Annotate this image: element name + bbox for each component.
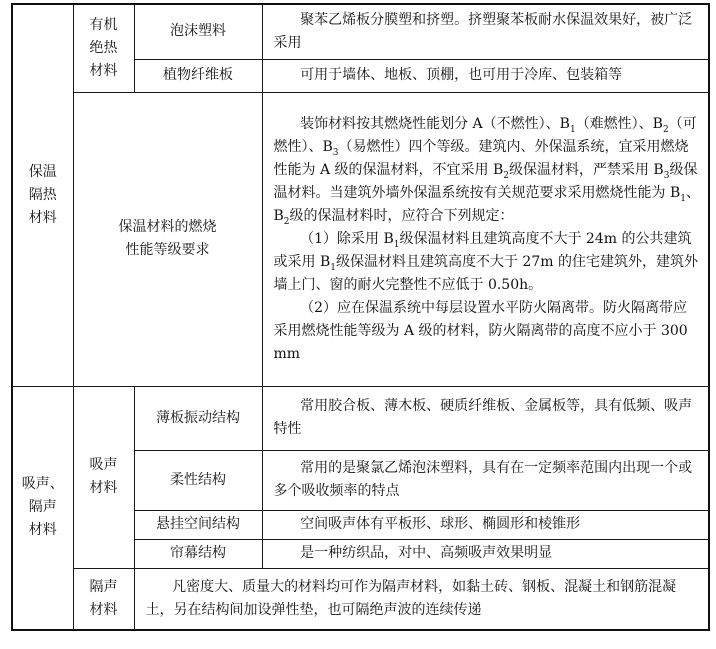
subscript: 1 xyxy=(330,262,336,273)
fire-rating-requirement-text xyxy=(262,92,709,386)
category-sound-absorption-insulation: 吸声、 隔声 材料 xyxy=(12,386,73,630)
text-run: 、B xyxy=(273,184,700,224)
subscript: 2 xyxy=(503,170,509,181)
material-description: 常用的是聚氯乙烯泡沫塑料，具有在一定频率范围内出现一个或多个吸收频率的特点 xyxy=(262,450,709,510)
subcategory-sound-absorbing: 吸声 材料 xyxy=(73,386,134,568)
subscript: 1 xyxy=(680,193,686,204)
text-run: 级保温材料。当建筑外墙外保温系统按有关规范要求采用燃烧性能为 B xyxy=(273,161,698,201)
material-description: 是一种纺织品，对中、高频吸声效果明显 xyxy=(262,539,709,568)
text-run: 级保温材料且建筑高度不大于 27m 的住宅建筑外，建筑外墙上门、窗的耐火完整性不应低于 0.50h。 xyxy=(273,253,698,293)
material-name: 植物纤维板 xyxy=(134,59,262,92)
table-row xyxy=(12,568,709,630)
material-description: 可用于墙体、地板、顶棚，也可用于冷库、包装箱等 xyxy=(262,59,709,92)
subscript: 1 xyxy=(569,124,576,135)
material-name: 柔性结构 xyxy=(134,450,262,510)
text-run: 装饰材料按其燃烧性能划分 A（不燃性）、B xyxy=(300,115,570,132)
fire-rating-paragraph-3: （2）应在保温系统中每层设置水平防火隔离带。防火隔离带应采用燃烧性能等级为 A 级的材料，防火隔离带的高度不应小于 300mm xyxy=(273,299,688,362)
category-thermal-insulation: 保温 隔热 材料 xyxy=(12,4,73,386)
subcategory-sound-insulating: 隔声 材料 xyxy=(73,568,134,630)
subscript: 2 xyxy=(662,124,669,135)
material-description: 常用胶合板、薄木板、硬质纤维板、金属板等，具有低频、吸声特性 xyxy=(262,386,709,450)
material-description: 凡密度大、质量大的材料均可作为隔声材料，如黏土砖、钢板、混凝土和钢筋混凝土，另在结构间加设弹性垫，也可隔绝声波的连续传递 xyxy=(134,568,709,630)
text-run: （1）除采用 B xyxy=(300,230,394,247)
materials-table xyxy=(11,3,710,631)
material-name: 帘幕结构 xyxy=(134,539,262,568)
text-run: （易燃性）四个等级。建筑内、外保温系统，宜采用燃烧性能为 A 级的保温材料，不宜采用 B xyxy=(273,138,689,178)
material-description: 空间吸声体有平板形、球形、椭圆形和棱锥形 xyxy=(262,510,709,539)
table-row xyxy=(12,386,709,450)
text-run: 级保温材料且建筑高度不大于 24m 的公共建筑或采用 B xyxy=(273,230,692,270)
subscript: 2 xyxy=(283,216,290,227)
material-name: 悬挂空间结构 xyxy=(134,510,262,539)
text-run: 级的保温材料时，应符合下列规定： xyxy=(289,207,514,224)
subscript: 1 xyxy=(393,239,400,250)
text-run: 级保温材料，严禁采用 B xyxy=(508,161,664,178)
subcategory-organic-insulation: 有机 绝热 材料 xyxy=(73,4,134,92)
material-description: 聚苯乙烯板分膜塑和挤塑。挤塑聚苯板耐水保温效果好，被广泛采用 xyxy=(262,4,709,59)
subscript: 3 xyxy=(332,147,339,158)
material-name: 薄板振动结构 xyxy=(134,386,262,450)
fire-rating-paragraph-2 xyxy=(274,228,701,297)
fire-rating-paragraph-1 xyxy=(274,113,701,228)
material-name: 泡沫塑料 xyxy=(134,4,262,59)
table-row xyxy=(12,4,709,59)
text-run: （可燃性）、B xyxy=(273,115,697,155)
fire-rating-requirement-label: 保温材料的燃烧 性能等级要求 xyxy=(73,92,262,386)
table-row xyxy=(12,92,709,386)
text-run: （难燃性）、B xyxy=(575,115,663,132)
subscript: 3 xyxy=(663,170,670,181)
